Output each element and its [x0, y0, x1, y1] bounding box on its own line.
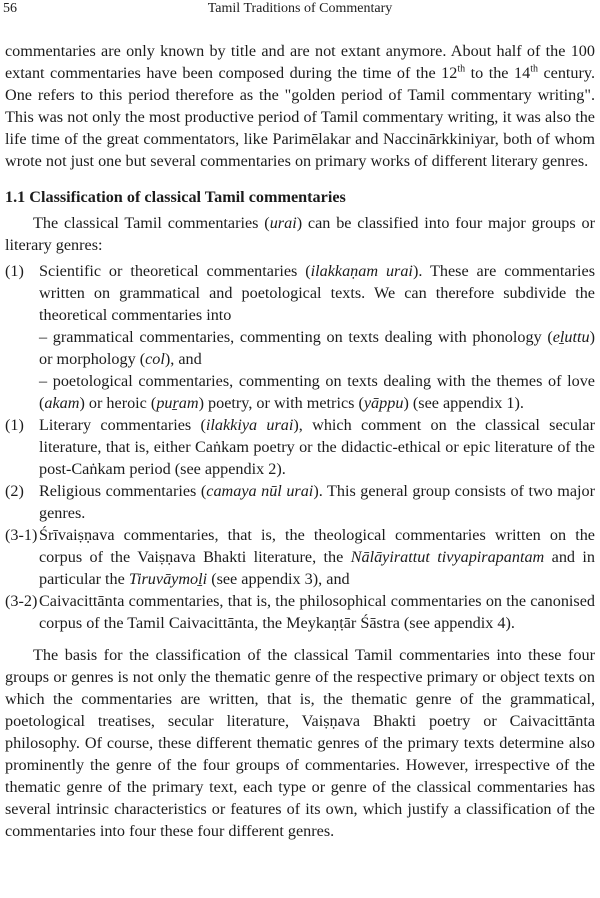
- section-heading: 1.1 Classification of classical Tamil commentaries: [5, 188, 346, 206]
- section-lead-paragraph: The classical Tamil commentaries (urai) can be classified into four major groups or literary genres:: [5, 214, 595, 254]
- sub-item: – poetological commentaries, commenting on texts dealing with the themes of love (akam) or heroic (puṟam) poetry, or with metrics (yāppu) (see appendix 1).: [39, 372, 595, 412]
- list-item-text: Caivacittānta commentaries, that is, the philosophical commentaries on the canonised corpus of the Tamil Caivacittānta, the Meykaṇṭār Śāstra (see appendix 4).: [39, 592, 595, 632]
- running-title: Tamil Traditions of Commentary: [207, 1, 393, 16]
- closing-paragraph: The basis for the classification of the classical Tamil commentaries into these four groups or genres is not only the thematic genre of the respective primary or object texts on which the commentaries are written, that is, the thematic genre of the grammatical, poetological treatises, secular literature, Vaiṣṇava Bhakti poetry or Caivacittānta philosophy. Of course, these different thematic genres of the primary texts determine also prominently the genre of the four groups of commentaries. However, irrespective of the thematic genre of the primary text, each type or genre of the classical commentaries has several intrinsic characteristics or features of its own, which justify a classification of the commentaries into four these four different genres.: [5, 646, 595, 840]
- list-item: [5, 414, 595, 480]
- list-item-number: (3-2): [5, 592, 38, 610]
- list-item-number: (1): [5, 416, 24, 434]
- list-item: [5, 260, 595, 414]
- list-item-text: Scientific or theoretical commentaries (ilakkaṇam urai). These are commentaries written on grammatical and poetological texts. We can therefore subdivide the theoretical commentaries into – grammatical commentaries, commenting on texts dealing with phonology (eḻuttu) or morphology (col), and – poetological commentaries, commenting on texts dealing with the themes of love (akam) or heroic (puṟam) poetry, or with metrics (yāppu) (see appendix 1).: [39, 262, 595, 412]
- sub-item: – grammatical commentaries, commenting on texts dealing with phonology (eḻuttu) or morphology (col), and: [39, 328, 595, 368]
- page-number: 56: [3, 1, 17, 16]
- intro-paragraph: commentaries are only known by title and are not extant anymore. About half of the 100 extant commentaries have been composed during the time of the 12th to the 14th century. One refers to this period therefore as the "golden period of Tamil commentary writing". This was not only the most productive period of Tamil commentary writing, it was also the life time of the great commentators, like Parimēlakar and Naccinārkkiniyar, both of whom wrote not just one but several commentaries on primary works of different literary genres.: [5, 42, 596, 170]
- list-item-number: (3-1): [5, 526, 38, 544]
- list-item: [5, 480, 595, 524]
- list-item-number: (1): [5, 262, 24, 280]
- list-item-text: Śrīvaiṣṇava commentaries, that is, the theological commentaries written on the corpus of the Vaiṣṇava Bhakti literature, the Nālāyirattut tivyapirapantam and in particular the Tiruvāymoḻi (see appendix 3), and: [39, 526, 595, 588]
- list-item-text: Religious commentaries (camaya nūl urai). This general group consists of two major genres.: [39, 482, 595, 522]
- list-item-text: Literary commentaries (ilakkiya urai), which comment on the classical secular literature, that is, either Caṅkam poetry or the didactic-ethical or epic literature of the post-Caṅkam period (see appendix 2).: [39, 416, 595, 478]
- page-body: [5, 40, 595, 842]
- list-item: [5, 590, 595, 634]
- genre-list: [5, 260, 595, 634]
- list-item: [5, 524, 595, 590]
- list-item-number: (2): [5, 482, 24, 500]
- running-header: [0, 0, 600, 22]
